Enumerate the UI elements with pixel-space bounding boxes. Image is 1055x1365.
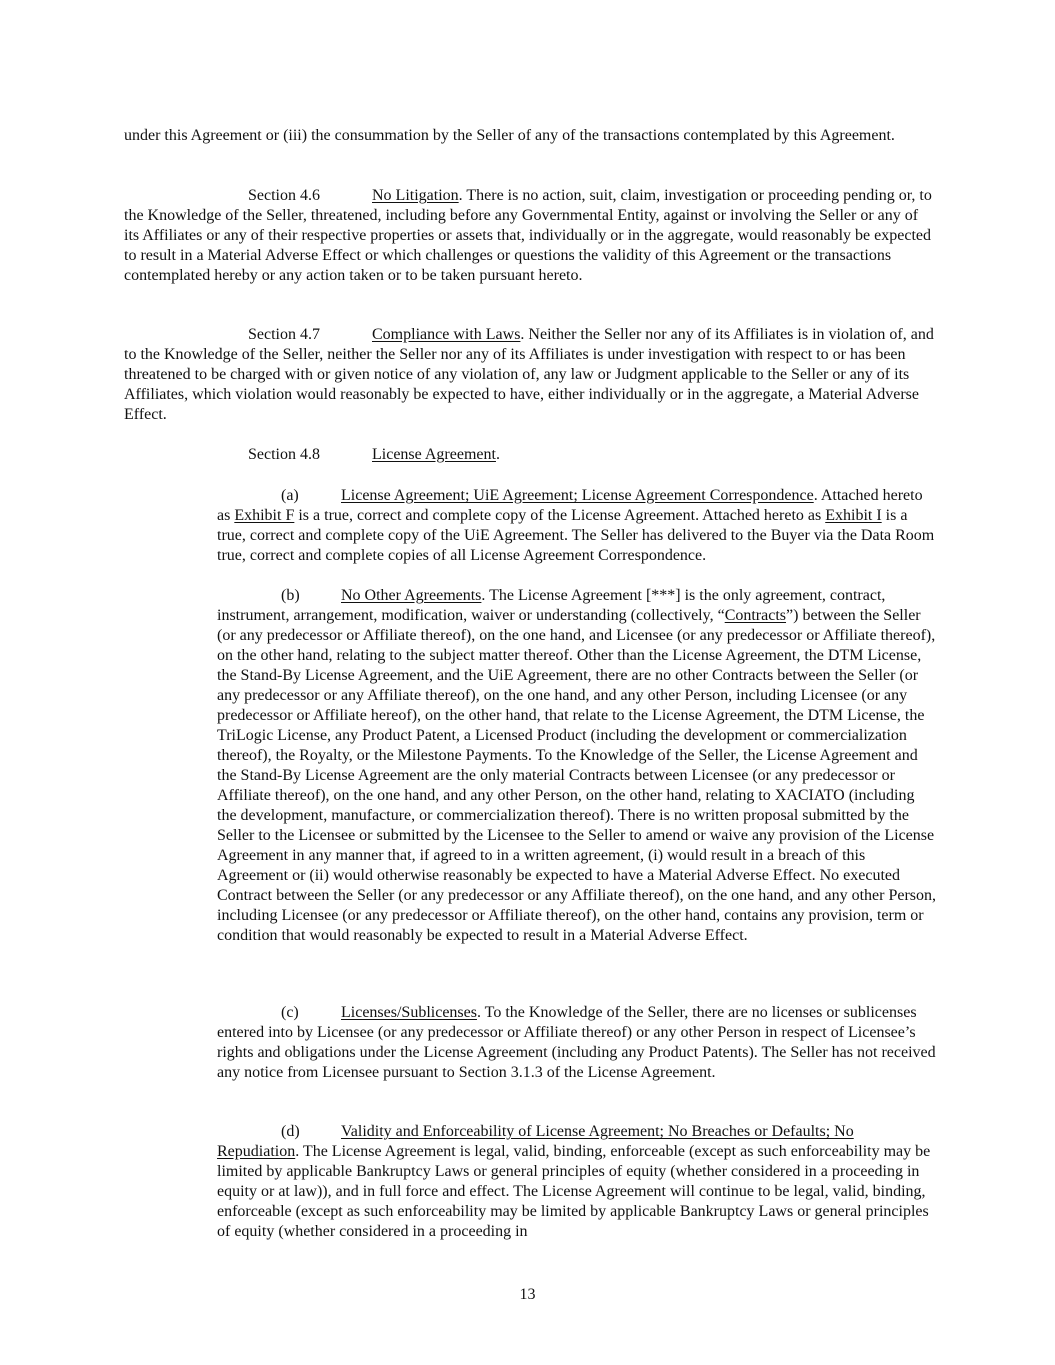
- contracts-defined-term: Contracts: [724, 607, 787, 624]
- subsection-b-label: (b): [281, 587, 300, 604]
- subsection-c-heading: Licenses/Sublicenses: [341, 1004, 477, 1021]
- subsection-c: [217, 1003, 936, 1083]
- subsection-c-body: . To the Knowledge of the Seller, there are no licenses or sublicenses entered into by Licensee (or any predecessor or Affiliate thereof) or any other Person in respect of Licensee’s rights and obligations under the License Agreement (including any Product Patents). The Seller has not received any notice from Licensee pursuant to Section 3.1.3 of the License Agreement.: [217, 1004, 936, 1081]
- subsection-a-heading: License Agreement; UiE Agreement; License Agreement Correspondence: [341, 487, 814, 504]
- section-4-6-heading: No Litigation: [372, 187, 459, 204]
- section-4-8-heading: License Agreement: [372, 446, 496, 463]
- section-4-6-label: Section 4.6: [248, 187, 320, 204]
- subsection-b-heading: No Other Agreements: [341, 587, 482, 604]
- section-4-6: [124, 186, 936, 286]
- section-4-8: Section 4.8 License Agreement.: [248, 446, 500, 463]
- subsection-d-label: (d): [281, 1123, 300, 1140]
- subsection-d-heading: Validity and Enforceability of License Agreement; No Breaches or Defaults; No Repudiation: [217, 1123, 854, 1160]
- section-4-7-body: . Neither the Seller nor any of its Affiliates is in violation of, and to the Knowledge of the Seller, neither the Seller nor any of its Affiliates is under investigation with respect to or has been threatened to be charged with or given notice of any violation of, any law or Judgment applicable to the Seller or any of its Affiliates, which violation would reasonably be expected to have, either individually or in the aggregate, a Material Adverse Effect.: [124, 326, 934, 423]
- subsection-c-label: (c): [281, 1004, 299, 1021]
- carryover-paragraph: under this Agreement or (iii) the consummation by the Seller of any of the transactions contemplated by this Agreement.: [124, 127, 895, 144]
- subsection-d-body: . The License Agreement is legal, valid, binding, enforceable (except as such enforceability may be limited by applicable Bankruptcy Laws or general principles of equity (whether considered in a proceeding in equity or at law)), and in full force and effect. The License Agreement will continue to be legal, valid, binding, enforceable (except as such enforceability may be limited by applicable Bankruptcy Laws or general principles of equity (whether considered in a proceeding in: [217, 1143, 931, 1240]
- section-4-7-heading: Compliance with Laws: [372, 326, 521, 343]
- section-4-7-label: Section 4.7: [248, 326, 320, 343]
- subsection-b: (b) No Other Agreements. The License Agreement [***] is the only agreement, contract, instrument, arrangement, modification, waiver or understanding (collectively, “Contracts”) between the Seller (or any predecessor or Affiliate thereof), on the one hand, and Licensee (or any predecessor or Affiliate thereof), on the other hand, relating to the subject matter thereof. Other than the License Agreement, the DTM License, the Stand-By License Agreement, and the UiE Agreement, there are no other Contracts between the Seller (or any predecessor or any Affiliate thereof), on the one hand, and any other Person, including Licensee (or any predecessor or Affiliate hereof), on the other hand, that relate to the License Agreement, the DTM License, the TriLogic License, any Product Patent, a Licensed Product (including the development or commercialization thereof), the Royalty, or the Milestone Payments. To the Knowledge of the Seller, the License Agreement and the Stand-By License Agreement are the only material Contracts between Licensee (or any predecessor or Affiliate thereof), on the one hand, and any other Person, on the other hand, relating to XACIATO (including the development, manufacture, or commercialization thereof). There is no written proposal submitted by the Seller to the Licensee or submitted by the Licensee to the Seller to amend or waive any provision of the License Agreement in any manner that, if agreed to in a written agreement, (i) would result in a breach of this Agreement or (ii) would otherwise reasonably be expected to have a Material Adverse Effect. No executed Contract between the Seller (or any predecessor or any Affiliate thereof), on the one hand, and any other Person, including Licensee (or any predecessor or Affiliate thereof), on the other hand, contains any provision, term or condition that would reasonably be expected to result in a Material Adverse Effect.: [217, 587, 937, 944]
- section-4-8-label: Section 4.8: [248, 446, 320, 463]
- section-4-7: [124, 325, 936, 425]
- exhibit-i-reference: Exhibit I: [825, 507, 882, 524]
- section-4-6-body: . There is no action, suit, claim, investigation or proceeding pending or, to the Knowledge of the Seller, threatened, including before any Governmental Entity, against or involving the Seller or any of its Affiliates or any of their respective properties or assets that, individually or in the aggregate, would reasonably be expected to result in a Material Adverse Effect or which challenges or questions the validity of this Agreement or the transactions contemplated hereby or any action taken or to be taken pursuant hereto.: [124, 187, 932, 284]
- exhibit-f-reference: Exhibit F: [234, 507, 295, 524]
- subsection-d: [217, 1122, 936, 1242]
- page-number: 13: [519, 1286, 536, 1303]
- subsection-a-label: (a): [281, 487, 299, 504]
- subsection-a: (a) License Agreement; UiE Agreement; License Agreement Correspondence. Attached hereto as Exhibit F is a true, correct and complete copy of the License Agreement. Attached hereto as Exhibit I is a true, correct and complete copy of the UiE Agreement. The Seller has delivered to the Buyer via the Data Room true, correct and complete copies of all License Agreement Correspondence.: [217, 487, 935, 564]
